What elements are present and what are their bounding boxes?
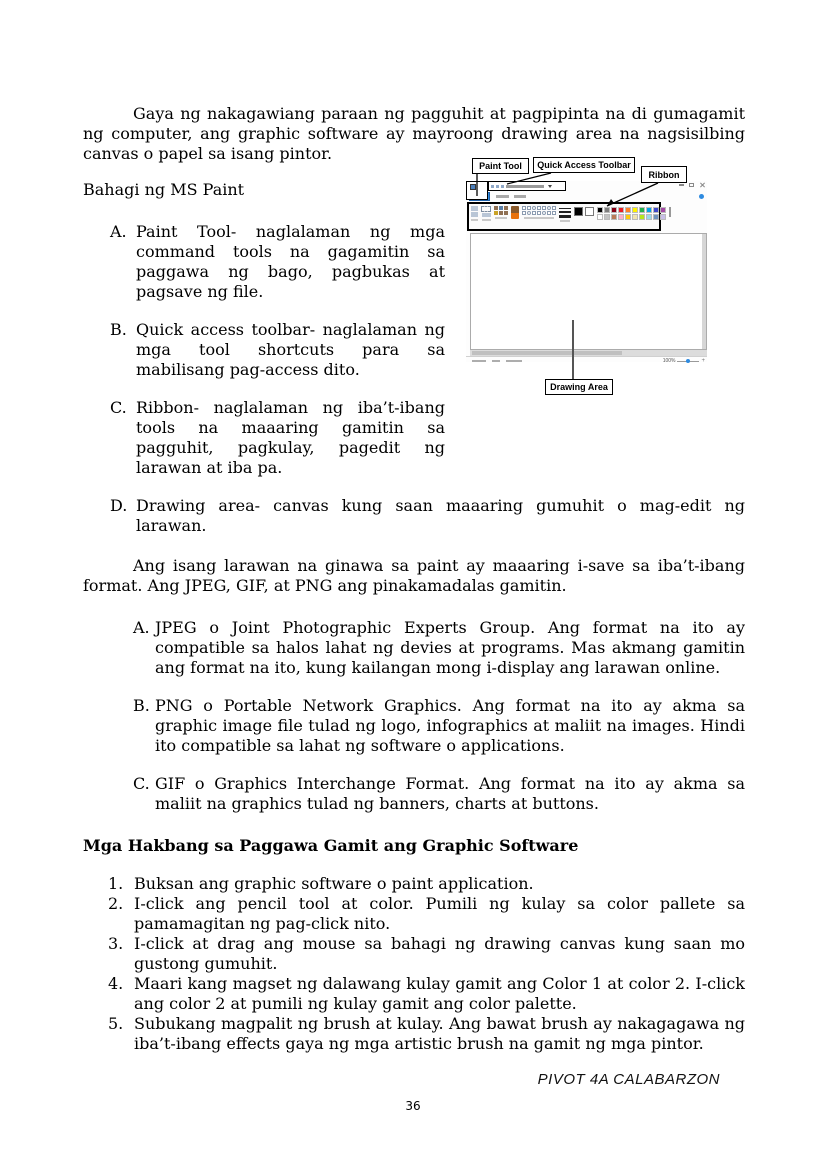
zoom-slider-handle [686, 359, 690, 363]
group-label [471, 219, 477, 221]
size-group [559, 206, 571, 222]
list-marker: D. [110, 496, 128, 515]
color2-swatch [585, 207, 594, 216]
minimize-icon [679, 184, 684, 186]
zoom-in-icon: + [701, 358, 705, 364]
list-marker: A. [133, 618, 150, 637]
list-item: 3. I-click at drag ang mouse sa bahagi ng drawing canvas kung saan mo gustong gumuhit. [108, 934, 745, 973]
magnifier-icon [504, 211, 508, 215]
crop-icon [482, 213, 491, 217]
formats-intro-paragraph: Ang isang larawan na ginawa sa paint ay maaaring i-save sa iba’t-ibang format. Ang JPEG, GIF, at PNG ang pinakamadalas gamitin. [83, 556, 745, 595]
group-label [495, 217, 508, 219]
list-marker: 5. [108, 1014, 124, 1033]
palette-swatch [611, 207, 617, 213]
color-palette [597, 206, 666, 220]
paint-tool-callout: Paint Tool [472, 158, 529, 174]
list-item: C. GIF o Graphics Interchange Format. Ang format na ito ay akma sa maliit na graphics tulad ng banners, charts at buttons. [133, 774, 745, 813]
palette-swatch [653, 207, 659, 213]
page-number: 36 [405, 1099, 421, 1113]
eraser-icon [494, 211, 498, 215]
list-item: D. Drawing area- canvas kung saan maaaring gumuhit o mag-edit ng larawan. [110, 496, 745, 535]
shapes-group [522, 206, 556, 219]
list-marker: B. [110, 320, 127, 339]
brush-icon [511, 206, 519, 219]
zoom-level: 100% [662, 357, 676, 364]
tools-group [494, 206, 508, 219]
list-item: B. PNG o Portable Network Graphics. Ang format na ito ay akma sa graphic image file tulad ng logo, infographics at maliit na images. Hindi ito compatible sa lahat ng software o applications. [133, 696, 745, 755]
palette-swatch [632, 214, 638, 220]
line-size-icon [559, 206, 571, 218]
list-marker: 2. [108, 894, 124, 913]
status-bar [466, 356, 707, 365]
fill-icon [499, 206, 503, 210]
image-size-indicator [506, 360, 522, 362]
paint-app-icon [470, 184, 476, 190]
edit-colors-icon [669, 207, 671, 217]
paint-window [466, 181, 707, 362]
palette-swatch [660, 207, 666, 213]
palette-swatch [646, 214, 652, 220]
palette-swatch [625, 207, 631, 213]
chevron-down-icon [548, 185, 552, 188]
list-marker: B. [133, 696, 150, 715]
list-item: A. JPEG o Joint Photographic Experts Group. Ang format na ito ay compatible sa halos lahat ng devies at programs. Mas akmang gamitin ang format na ito, kung kailangan mong i-display ang larawan online. [133, 618, 745, 677]
list-item: A. Paint Tool- naglalaman ng mga command tools na gagamitin sa paggawa ng bago, pagbukas at pagsave ng file. [110, 222, 445, 301]
picker-icon [499, 211, 503, 215]
cursor-position-indicator [472, 360, 486, 362]
file-formats-list [83, 618, 745, 814]
palette-swatch [611, 214, 617, 220]
ms-paint-figure [455, 150, 745, 396]
palette-swatch [653, 214, 659, 220]
tab-view [514, 195, 526, 198]
group-label [482, 219, 491, 221]
steps-list [83, 874, 745, 1054]
palette-swatch [625, 214, 631, 220]
drawing-area-callout: Drawing Area [545, 379, 613, 395]
palette-swatch [604, 207, 610, 213]
palette-swatch [618, 214, 624, 220]
color-selectors [574, 206, 594, 216]
zoom-slider [677, 361, 699, 362]
list-item: 1. Buksan ang graphic software o paint application. [108, 874, 534, 893]
list-marker: 3. [108, 934, 124, 953]
cut-icon [471, 212, 478, 217]
quick-access-toolbar [488, 181, 566, 191]
palette-swatch [597, 214, 603, 220]
help-icon [699, 194, 704, 199]
palette-swatch [597, 207, 603, 213]
maximize-icon [689, 183, 694, 187]
ribbon-callout: Ribbon [641, 166, 687, 183]
palette-swatch [604, 214, 610, 220]
list-marker: C. [133, 774, 150, 793]
zoom-control [663, 358, 707, 364]
clipboard-group [471, 206, 478, 221]
ribbon [467, 202, 661, 231]
palette-swatch [660, 214, 666, 220]
list-marker: A. [110, 222, 127, 241]
list-item: 2. I-click ang pencil tool at color. Pumili ng kulay sa color pallete sa pamamagitan ng pag-click nito. [108, 894, 745, 933]
select-icon [481, 206, 491, 212]
brush-group [511, 206, 519, 219]
list-item: 4. Maari kang magset ng dalawang kulay gamit ang Color 1 at color 2. I-click ang color 2 at pumili ng kulay gamit ang color palette. [108, 974, 745, 1013]
tool-icons [494, 206, 508, 215]
palette-swatch [639, 214, 645, 220]
window-title-text [506, 185, 544, 188]
palette-swatch [632, 207, 638, 213]
drawing-area-canvas [470, 233, 707, 350]
tab-home [496, 195, 509, 198]
list-item: B. Quick access toolbar- naglalaman ng mga tool shortcuts para sa mabilisang pag-access dito. [110, 320, 445, 379]
shapes-grid [522, 206, 556, 215]
group-label [560, 220, 571, 222]
list-marker: C. [110, 398, 127, 417]
palette-swatch [646, 207, 652, 213]
selection-size-indicator [492, 360, 500, 362]
list-item: 5. Subukang magpalit ng brush at kulay. Ang bawat brush ay nakagagawa ng iba’t-ibang effects gaya ng mga artistic brush na gamit ng mga pintor. [108, 1014, 745, 1053]
section-heading-hakbang: Mga Hakbang sa Paggawa Gamit ang Graphic Software [83, 836, 579, 855]
group-label [524, 217, 555, 219]
footer-brand: PIVOT 4A CALABARZON [537, 1071, 720, 1088]
pencil-icon [494, 206, 498, 210]
paint-tool-highlight-box [466, 181, 488, 200]
section-heading-bahagi: Bahagi ng MS Paint [83, 180, 245, 199]
list-marker: 4. [108, 974, 124, 993]
scrollbar-thumb [472, 351, 622, 355]
redo-icon [501, 185, 504, 188]
color1-swatch [574, 207, 583, 216]
palette-swatch [639, 207, 645, 213]
quick-access-toolbar-callout: Quick Access Toolbar [533, 157, 635, 173]
palette-swatch [618, 207, 624, 213]
close-icon [699, 182, 705, 188]
vertical-scrollbar [702, 234, 706, 349]
save-icon [491, 185, 494, 188]
list-marker: 1. [108, 874, 124, 893]
undo-icon [496, 185, 499, 188]
intro-paragraph: Gaya ng nakagawiang paraan ng pagguhit at pagpipinta na di gumagamit ng computer, ang graphic software ay mayroong drawing area na nagsisilbing canvas o papel sa isang pintor. [83, 104, 745, 163]
image-group [481, 206, 491, 221]
list-item: C. Ribbon- naglalaman ng iba’t-ibang tools na maaaring gamitin sa pagguhit, pagkulay, pagedit ng larawan at iba pa. [110, 398, 445, 477]
ribbon-tab-row [466, 191, 707, 202]
paste-icon [471, 206, 478, 211]
text-icon [504, 206, 508, 210]
